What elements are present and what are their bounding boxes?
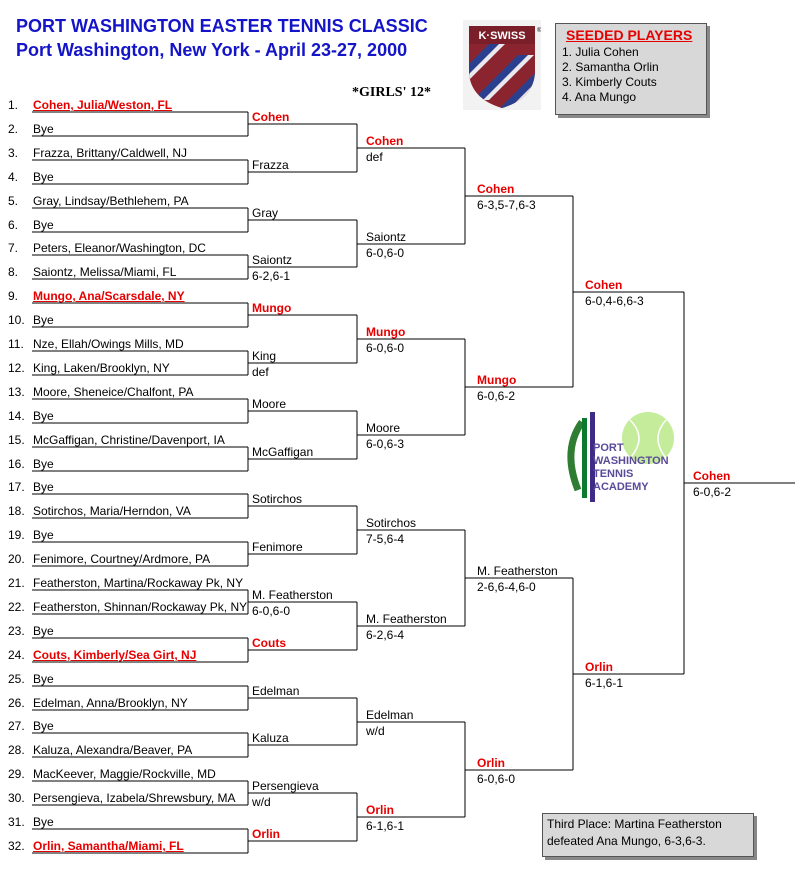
draw-position-number: 22.: [8, 600, 25, 614]
match-score: 6-0,4-6,6-3: [585, 294, 644, 308]
match-score: 6-0,6-3: [366, 437, 405, 451]
match-score: 6-1,6-1: [366, 819, 405, 833]
winner-name: Saiontz: [252, 253, 293, 267]
winner-name: Gray: [252, 206, 279, 220]
winner-name: Fenimore: [252, 540, 303, 554]
draw-player-name: Fenimore, Courtney/Ardmore, PA: [33, 552, 211, 566]
academy-text-line: WASHINGTON: [593, 455, 669, 467]
seeded-players-heading: SEEDED PLAYERS: [566, 27, 693, 43]
draw-player-name: Bye: [33, 409, 54, 423]
match-score: 6-3,5-7,6-3: [477, 198, 536, 212]
tournament-title: PORT WASHINGTON EASTER TENNIS CLASSIC: [16, 16, 428, 36]
draw-player-name: Saiontz, Melissa/Miami, FL: [33, 265, 177, 279]
division-label: *GIRLS' 12*: [352, 85, 431, 100]
match-score: 6-2,6-1: [252, 269, 291, 283]
draw-position-number: 18.: [8, 504, 25, 518]
academy-text-line: PORT: [593, 442, 624, 454]
draw-player-name: Sotirchos, Maria/Herndon, VA: [33, 504, 191, 518]
winner-name: Cohen: [693, 469, 731, 483]
match-score: 7-5,6-4: [366, 532, 405, 546]
winner-name: Edelman: [366, 708, 414, 722]
winner-name: Orlin: [585, 660, 614, 674]
draw-position-number: 14.: [8, 409, 25, 423]
winner-name: Mungo: [252, 301, 292, 315]
winner-name: Couts: [252, 636, 286, 650]
match-score: 6-1,6-1: [585, 676, 624, 690]
kswiss-logo-text: K·SWISS: [478, 30, 526, 42]
draw-position-number: 23.: [8, 624, 25, 638]
draw-position-number: 2.: [8, 122, 19, 136]
winner-name: M. Featherston: [366, 612, 447, 626]
tournament-location-date: Port Washington, New York - April 23-27, 2000: [16, 40, 408, 60]
winner-name: Persengieva: [252, 779, 319, 793]
draw-position-number: 1.: [8, 98, 19, 112]
winner-name: Edelman: [252, 684, 300, 698]
match-score: def: [252, 365, 269, 379]
draw-player-name: MacKeever, Maggie/Rockville, MD: [33, 767, 216, 781]
winner-name: Mungo: [477, 373, 517, 387]
winner-name: Cohen: [585, 278, 623, 292]
draw-player-name: Bye: [33, 218, 54, 232]
draw-position-number: 21.: [8, 576, 25, 590]
draw-position-number: 13.: [8, 385, 25, 399]
draw-player-name: Kaluza, Alexandra/Beaver, PA: [33, 743, 193, 757]
draw-player-name: Peters, Eleanor/Washington, DC: [33, 241, 206, 255]
draw-player-name: Frazza, Brittany/Caldwell, NJ: [33, 146, 188, 160]
third-place-line: defeated Ana Mungo, 6-3,6-3.: [547, 834, 706, 848]
draw-position-number: 9.: [8, 289, 19, 303]
draw-position-number: 11.: [8, 337, 24, 351]
seed-item: 1. Julia Cohen: [562, 45, 639, 59]
draw-position-number: 32.: [8, 839, 25, 853]
seed-item: 2. Samantha Orlin: [562, 60, 659, 74]
draw-position-number: 16.: [8, 457, 25, 471]
draw-player-name: Orlin, Samantha/Miami, FL: [33, 839, 184, 853]
winner-name: M. Featherston: [477, 564, 558, 578]
draw-player-name: Bye: [33, 624, 54, 638]
winner-name: Cohen: [477, 182, 515, 196]
match-score: 6-0,6-2: [693, 485, 732, 499]
match-score: 6-2,6-4: [366, 628, 405, 642]
match-score: def: [366, 150, 383, 164]
winner-name: Frazza: [252, 158, 289, 172]
draw-position-number: 3.: [8, 146, 19, 160]
winner-name: Saiontz: [366, 230, 407, 244]
seed-item: 3. Kimberly Couts: [562, 75, 657, 89]
draw-player-name: Bye: [33, 719, 54, 733]
draw-position-number: 25.: [8, 672, 25, 686]
seed-item: 4. Ana Mungo: [562, 90, 637, 104]
match-score: 6-0,6-2: [477, 389, 516, 403]
draw-position-number: 6.: [8, 218, 19, 232]
draw-position-number: 12.: [8, 361, 25, 375]
match-score: 6-0,6-0: [366, 246, 405, 260]
draw-player-name: McGaffigan, Christine/Davenport, IA: [33, 433, 225, 447]
draw-player-name: Bye: [33, 122, 54, 136]
match-score: 6-0,6-0: [252, 604, 291, 618]
draw-position-number: 17.: [8, 480, 25, 494]
academy-text-line: TENNIS: [593, 468, 634, 480]
winner-name: Sotirchos: [366, 516, 417, 530]
draw-position-number: 20.: [8, 552, 25, 566]
winner-name: Cohen: [252, 110, 290, 124]
draw-position-number: 27.: [8, 719, 25, 733]
draw-player-name: Nze, Ellah/Owings Mills, MD: [33, 337, 184, 351]
winner-name: Sotirchos: [252, 492, 303, 506]
draw-player-name: Featherston, Martina/Rockaway Pk, NY: [33, 576, 244, 590]
winner-name: Moore: [366, 421, 401, 435]
winner-name: Orlin: [252, 827, 281, 841]
draw-player-name: Gray, Lindsay/Bethlehem, PA: [33, 194, 189, 208]
draw-player-name: Mungo, Ana/Scarsdale, NY: [33, 289, 185, 303]
draw-position-number: 30.: [8, 791, 25, 805]
winner-name: Mungo: [366, 325, 406, 339]
match-score: 6-0,6-0: [366, 341, 405, 355]
draw-player-name: Bye: [33, 528, 54, 542]
draw-position-number: 28.: [8, 743, 25, 757]
winner-name: Cohen: [366, 134, 404, 148]
draw-position-number: 7.: [8, 241, 19, 255]
draw-player-name: Persengieva, Izabela/Shrewsbury, MA: [33, 791, 236, 805]
draw-player-name: Bye: [33, 313, 54, 327]
winner-name: Kaluza: [252, 731, 289, 745]
match-score: w/d: [252, 795, 271, 809]
draw-player-name: Bye: [33, 480, 54, 494]
draw-position-number: 10.: [8, 313, 25, 327]
draw-player-name: Bye: [33, 457, 54, 471]
draw-player-name: Edelman, Anna/Brooklyn, NY: [33, 696, 188, 710]
draw-position-number: 19.: [8, 528, 25, 542]
winner-name: Moore: [252, 397, 287, 411]
third-place-line: Third Place: Martina Featherston: [547, 817, 722, 831]
draw-player-name: Couts, Kimberly/Sea Girt, NJ: [33, 648, 197, 662]
draw-position-number: 8.: [8, 265, 19, 279]
winner-name: Orlin: [477, 756, 506, 770]
draw-position-number: 26.: [8, 696, 25, 710]
draw-position-number: 29.: [8, 767, 25, 781]
winner-name: Orlin: [366, 803, 395, 817]
match-score: 6-0,6-0: [477, 772, 516, 786]
winner-name: McGaffigan: [252, 445, 314, 459]
draw-position-number: 24.: [8, 648, 25, 662]
draw-player-name: Bye: [33, 815, 54, 829]
draw-position-number: 4.: [8, 170, 19, 184]
draw-player-name: Cohen, Julia/Weston, FL: [33, 98, 173, 112]
draw-position-number: 15.: [8, 433, 25, 447]
match-score: w/d: [366, 724, 385, 738]
draw-player-name: Moore, Sheneice/Chalfont, PA: [33, 385, 194, 399]
academy-text-line: ACADEMY: [593, 481, 649, 493]
winner-name: King: [252, 349, 277, 363]
draw-position-number: 5.: [8, 194, 19, 208]
svg-text:®: ®: [537, 28, 541, 34]
draw-player-name: King, Laken/Brooklyn, NY: [33, 361, 170, 375]
match-score: 2-6,6-4,6-0: [477, 580, 536, 594]
draw-player-name: Bye: [33, 170, 54, 184]
draw-position-number: 31.: [8, 815, 25, 829]
draw-player-name: Bye: [33, 672, 54, 686]
draw-player-name: Featherston, Shinnan/Rockaway Pk, NY: [33, 600, 248, 614]
winner-name: M. Featherston: [252, 588, 333, 602]
